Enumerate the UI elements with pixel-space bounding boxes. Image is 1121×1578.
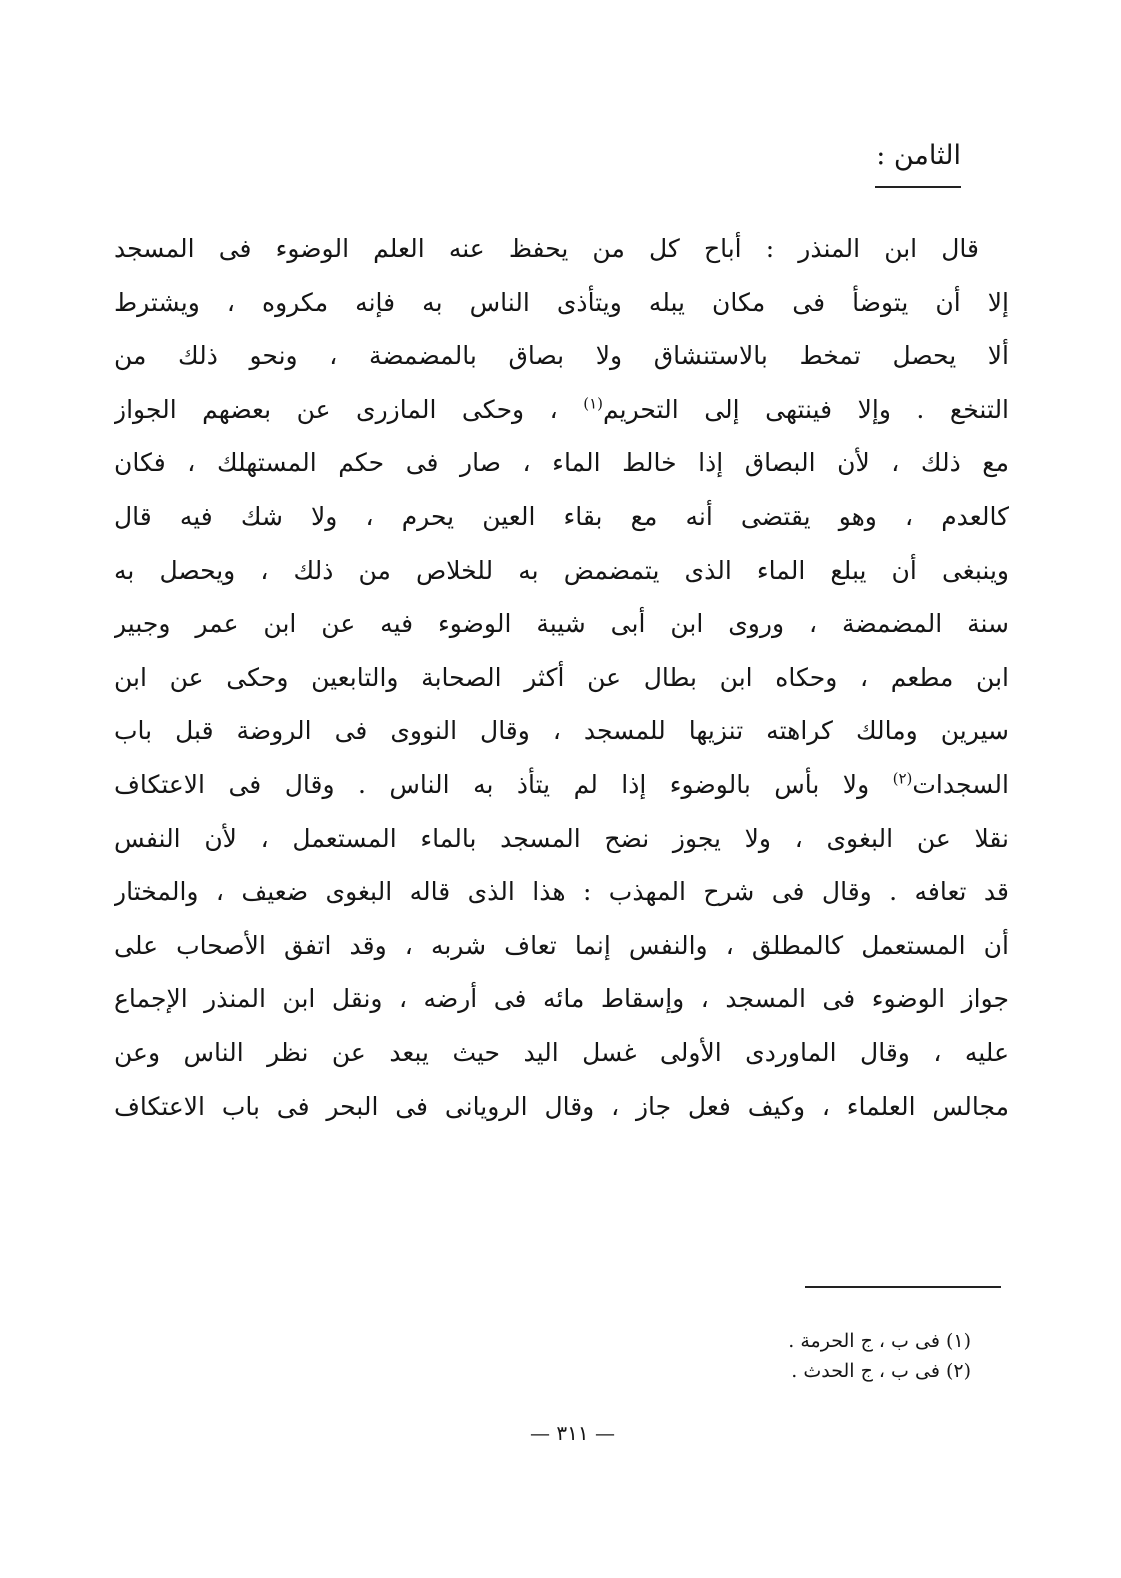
text-line: مجالس العلماء ، وكيف فعل جاز ، وقال الرويانى فى البحر فى باب الاعتكاف [114,1091,1009,1121]
text-line: قال ابن المنذر : أباح كل من يحفظ عنه العلم الوضوء فى المسجد [114,234,979,263]
footnote-1: (١) فى ب ، ج الحرمة . [788,1330,971,1352]
section-heading: الثامن : [876,140,961,171]
footnote-2: (٢) فى ب ، ج الحدث . [791,1360,971,1382]
text-segment: ولا بأس بالوضوء إذا لم يتأذ به الناس . وقال فى الاعتكاف [114,769,870,799]
text-segment: التنخع . وإلا فينتهى إلى التحريم [603,394,1009,424]
text-line [114,758,1009,812]
text-line: سنة المضمضة ، وروى ابن أبى شيبة الوضوء فيه عن ابن عمر وجبير [114,609,1009,639]
page-number: — ٣١١ — [530,1421,615,1445]
text-line: مع ذلك ، لأن البصاق إذا خالط الماء ، صار فى حكم المستهلك ، فكان [114,448,1009,478]
text-line: قد تعافه . وقال فى شرح المهذب : هذا الذى قاله البغوى ضعيف ، والمختار [114,877,1009,907]
footnote-reference-2: (٢) [892,769,913,788]
text-line: ألا يحصل تمخط بالاستنشاق ولا بصاق بالمضمضة ، ونحو ذلك من [114,341,1009,371]
footnote-separator [805,1286,1001,1288]
text-line: جواز الوضوء فى المسجد ، وإسقاط مائه فى أرضه ، ونقل ابن المنذر الإجماع [114,984,1009,1014]
text-segment: ، وحكى المازرى عن بعضهم الجواز [114,394,558,424]
footnote-reference-1: (١) [583,394,604,413]
text-line: ابن مطعم ، وحكاه ابن بطال عن أكثر الصحابة والتابعين وحكى عن ابن [114,662,1009,692]
body-text [114,222,1009,1133]
text-line: وينبغى أن يبلع الماء الذى يتمضمض به للخلاص من ذلك ، ويحصل به [114,555,1009,585]
text-line: سيرين ومالك كراهته تنزيها للمسجد ، وقال النووى فى الروضة قبل باب [114,716,1009,746]
text-line [114,383,1009,437]
text-line: إلا أن يتوضأ فى مكان يبله ويتأذى الناس به فإنه مكروه ، ويشترط [114,287,1009,317]
text-line: عليه ، وقال الماوردى الأولى غسل اليد حيث يبعد عن نظر الناس وعن [114,1037,1009,1067]
text-line: أن المستعمل كالمطلق ، والنفس إنما تعاف شربه ، وقد اتفق الأصحاب على [114,930,1009,960]
text-line: نقلا عن البغوى ، ولا يجوز نضح المسجد بالماء المستعمل ، لأن النفس [114,823,1009,853]
text-line: كالعدم ، وهو يقتضى أنه مع بقاء العين يحرم ، ولا شك فيه قال [114,501,1009,531]
footnotes [571,1326,971,1386]
text-segment: السجدات [912,769,1009,799]
heading-underline [875,186,961,188]
